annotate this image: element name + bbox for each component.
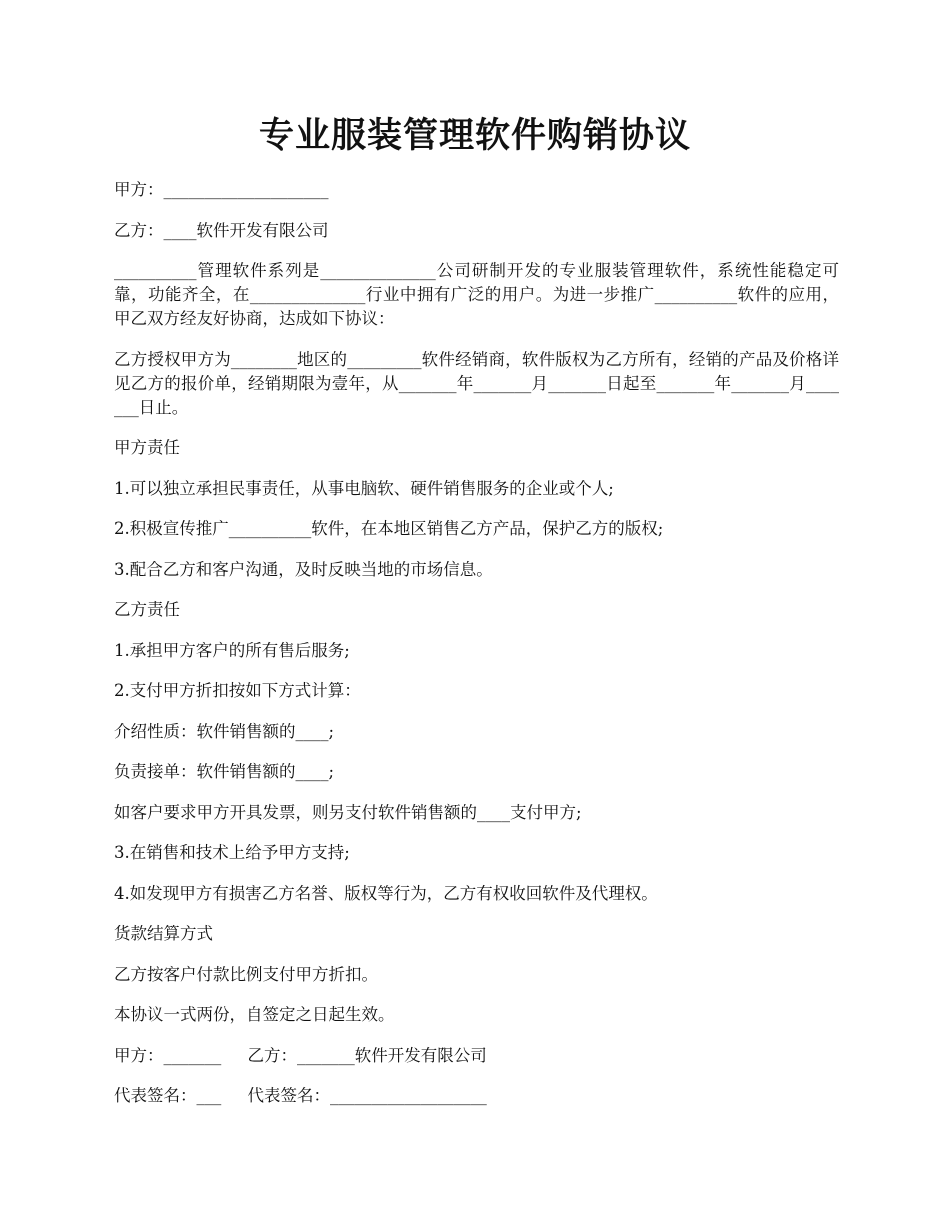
- party-b-line: 乙方：____软件开发有限公司: [114, 220, 329, 240]
- party-b-duties-heading: 乙方责任: [114, 600, 180, 619]
- party-a-duty-1: 1.可以独立承担民事责任，从事电脑软、硬件销售服务的企业或个人;: [114, 478, 614, 498]
- party-b-duty-1: 1.承担甲方客户的所有售后服务;: [114, 640, 350, 660]
- document-body: [114, 178, 839, 1125]
- document-title: 专业服装管理软件购销协议: [258, 115, 691, 156]
- discount-referral: 介绍性质：软件销售额的____;: [114, 721, 335, 741]
- authorization-paragraph: 乙方授权甲方为________地区的_________软件经销商，软件版权为乙方所有，经销的产品及价格详见乙方的报价单，经销期限为壹年，从_______年_______月_______日起至_______年_______月_______日止。: [114, 349, 839, 417]
- party-a-duties-heading: 甲方责任: [114, 438, 180, 457]
- party-a-duty-2: 2.积极宣传推广__________软件，在本地区销售乙方产品，保护乙方的版权;: [114, 519, 664, 538]
- party-b-duty-3: 3.在销售和技术上给予甲方支持;: [114, 843, 350, 862]
- party-a-duty-3: 3.配合乙方和客户沟通，及时反映当地的市场信息。: [114, 559, 493, 579]
- party-b-duty-2: 2.支付甲方折扣按如下方式计算：: [114, 681, 361, 700]
- party-a-line: 甲方：____________________: [114, 180, 329, 199]
- discount-order: 负责接单：软件销售额的____;: [114, 762, 335, 781]
- effective-clause: 本协议一式两份，自签定之日起生效。: [114, 1005, 395, 1024]
- signature-parties-line: 甲方：_______ 乙方：_______软件开发有限公司: [114, 1045, 487, 1065]
- settlement-heading: 货款结算方式: [114, 924, 213, 943]
- discount-invoice: 如客户要求甲方开具发票，则另支付软件销售额的____支付甲方;: [114, 802, 582, 822]
- signature-representatives-line: 代表签名：___ 代表签名：___________________: [114, 1086, 487, 1105]
- settlement-text: 乙方按客户付款比例支付甲方折扣。: [114, 964, 378, 984]
- intro-paragraph: __________管理软件系列是______________公司研制开发的专业服装管理软件，系统性能稳定可靠，功能齐全，在______________行业中拥有广泛的用户。为进一步推广__________软件的应用，甲乙双方经友好协商，达成如下协议：: [114, 261, 839, 328]
- party-b-duty-4: 4.如发现甲方有损害乙方名誉、版权等行为，乙方有权收回软件及代理权。: [114, 883, 658, 903]
